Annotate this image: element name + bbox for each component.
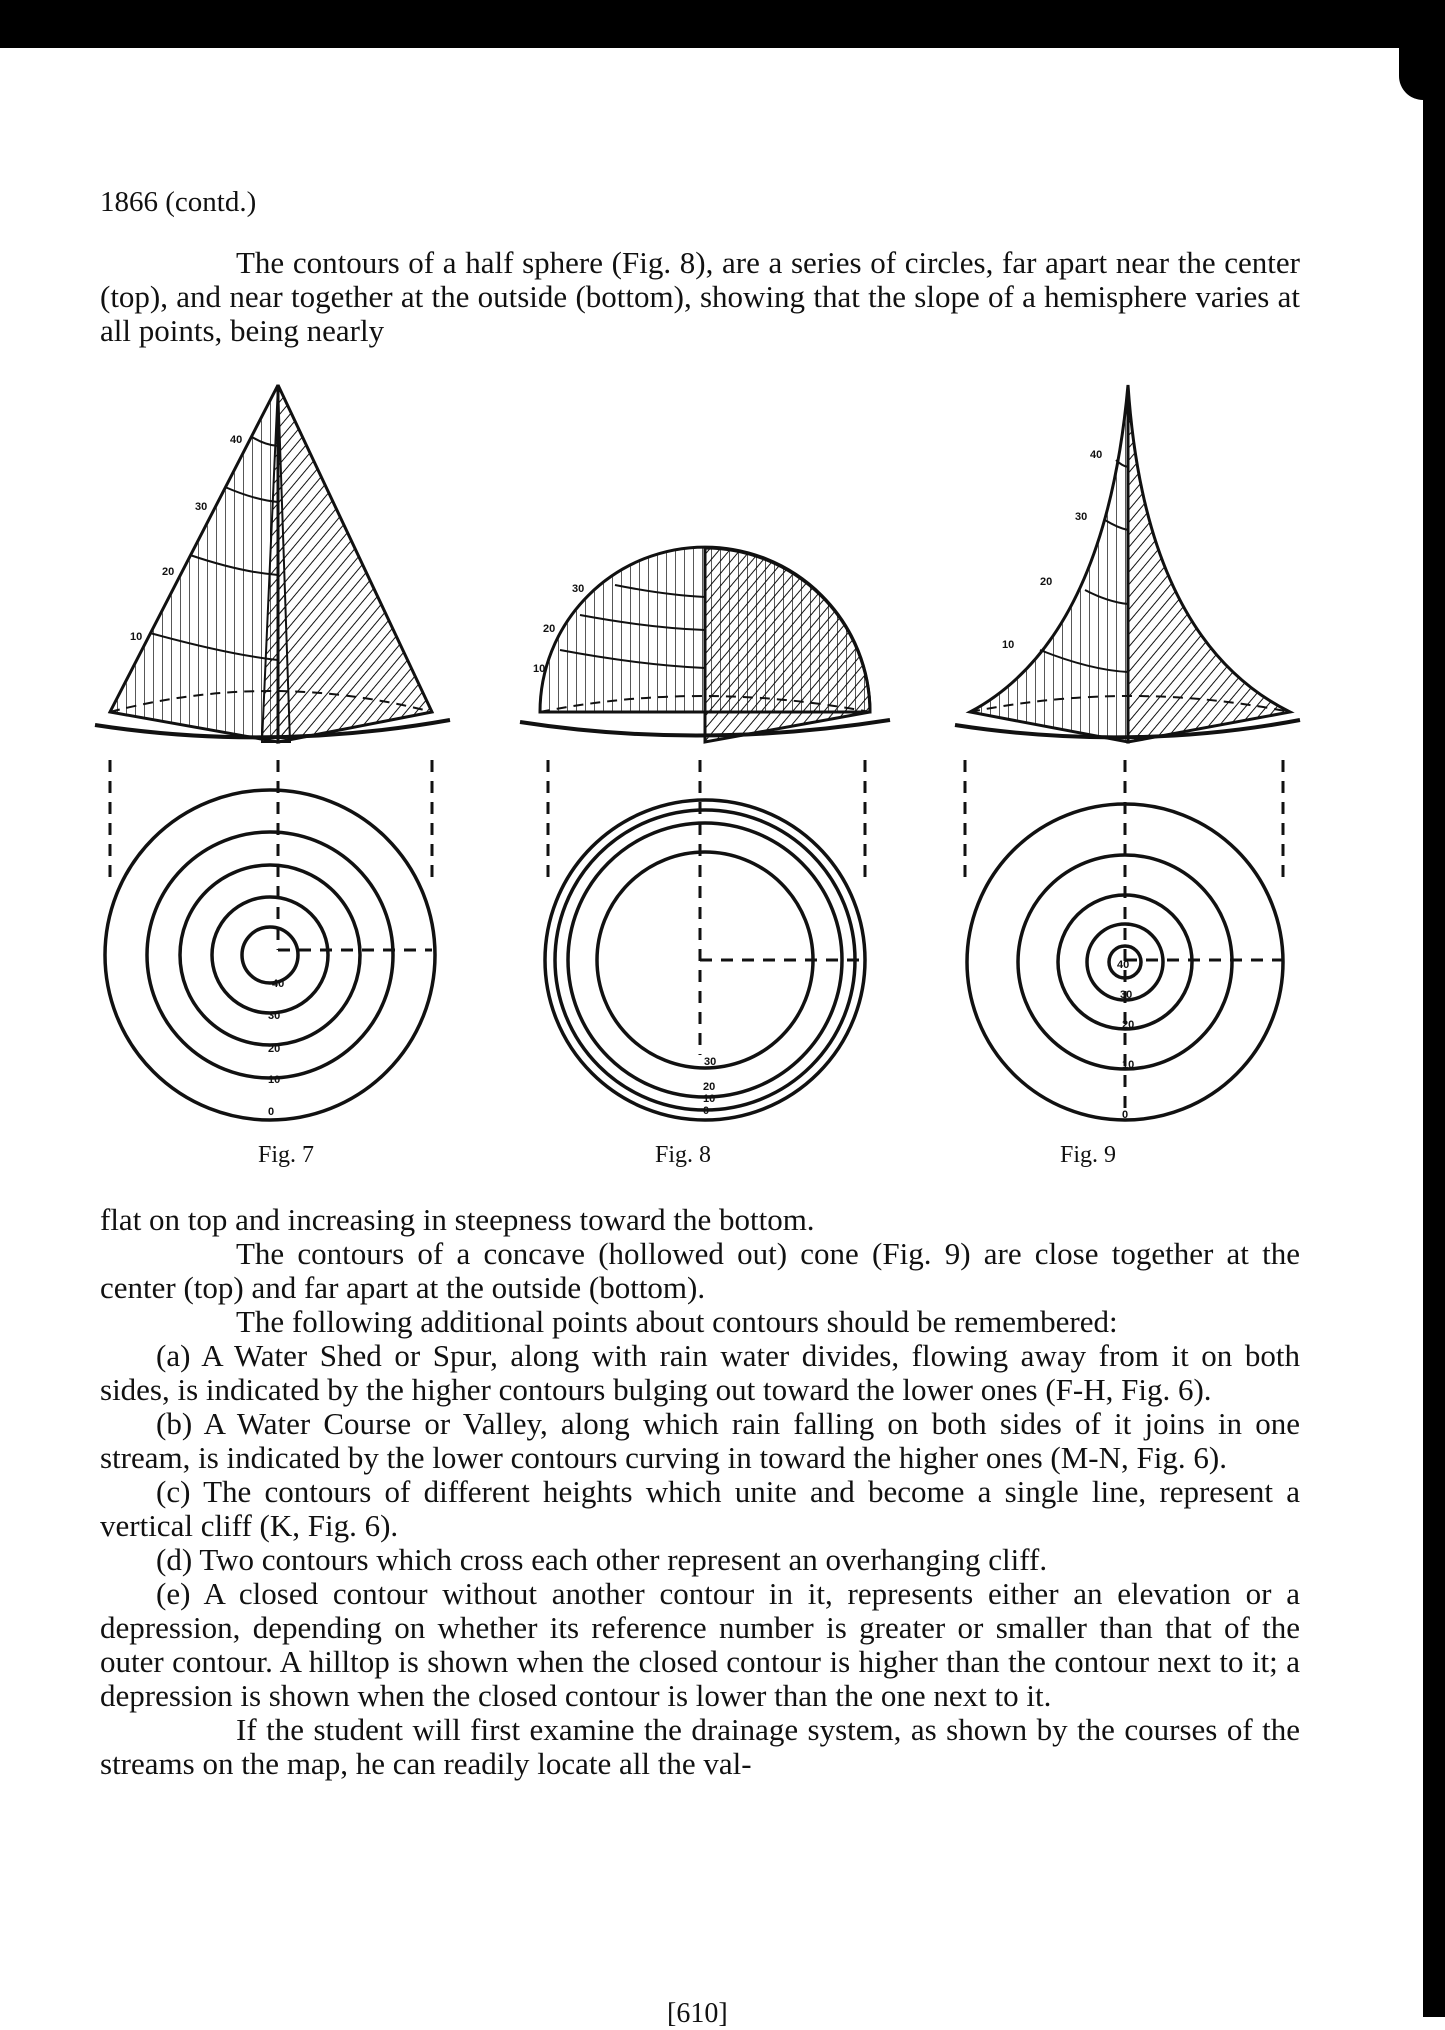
fig8-projection-lines bbox=[548, 760, 865, 1055]
fig9-side-label: 30 bbox=[1075, 511, 1088, 523]
fig9-concave-cone-side-view bbox=[955, 385, 1300, 742]
fig8-plan-label: 10 bbox=[703, 1093, 716, 1105]
fig8-hemisphere-side-view bbox=[520, 547, 890, 742]
paragraph-half-sphere: The contours of a half sphere (Fig. 8), are a series of circles, far apart near the center (top), and near together at the outside (bottom), showing that the slope of a hemisphere varies at all points, being nearly bbox=[100, 245, 1300, 348]
fig7-side-label: 40 bbox=[230, 434, 243, 446]
fig9-plan-label: 40 bbox=[1117, 959, 1130, 971]
section-label: 1866 (contd.) bbox=[100, 186, 257, 218]
fig7-plan-labels bbox=[268, 978, 284, 1118]
fig7-side-label: 20 bbox=[162, 566, 175, 578]
fig9-plan-label: 0 bbox=[1122, 1109, 1129, 1121]
fig9-side-label: 40 bbox=[1090, 449, 1103, 461]
body-text bbox=[100, 1203, 1300, 1781]
page-number: [610] bbox=[667, 1998, 728, 2029]
paragraph-student: If the student will first examine the drainage system, as shown by the courses of the streams on the map, he can readily locate all the val- bbox=[100, 1712, 1300, 1781]
fig7-side-label: 10 bbox=[130, 631, 143, 643]
fig9-caption: Fig. 9 bbox=[1060, 1142, 1117, 1168]
fig8-caption: Fig. 8 bbox=[655, 1142, 712, 1168]
list-item-c: (c) The contours of different heights which unite and become a single line, represent a vertical cliff (K, Fig. 6). bbox=[100, 1474, 1300, 1543]
fig8-side-label: 10 bbox=[533, 663, 546, 675]
list-item-e: (e) A closed contour without another contour in it, represents either an elevation or a depression, depending on whether its reference number is greater or smaller than that of the outer contour. A hilltop is shown when the closed contour is higher than the contour next to it; a depression is shown when the closed contour is lower than the one next to it. bbox=[100, 1576, 1300, 1713]
fig7-plan-label: 10 bbox=[268, 1074, 281, 1086]
fig9-plan-label: 30 bbox=[1120, 989, 1133, 1001]
fig7-caption: Fig. 7 bbox=[258, 1142, 315, 1168]
fig7-plan-label: 20 bbox=[268, 1043, 281, 1055]
fig7-side-label: 30 bbox=[195, 501, 208, 513]
list-item-b: (b) A Water Course or Valley, along which rain falling on both sides of it joins in one stream, is indicated by the lower contours curving in toward the higher ones (M-N, Fig. 6). bbox=[100, 1406, 1300, 1475]
fig8-plan-label: 0 bbox=[703, 1105, 710, 1117]
fig8-side-label: 20 bbox=[543, 623, 556, 635]
fig7-plan-label: 40 bbox=[272, 978, 285, 990]
list-item-a: (a) A Water Shed or Spur, along with rain water divides, flowing away from it on both sides, is indicated by the higher contours bulging out toward the lower ones (F-H, Fig. 6). bbox=[100, 1338, 1300, 1407]
fig9-side-label: 20 bbox=[1040, 576, 1053, 588]
fig7-plan-label: 0 bbox=[268, 1106, 275, 1118]
list-item-d: (d) Two contours which cross each other represent an overhanging cliff. bbox=[156, 1542, 1048, 1577]
paragraph-continuation: flat on top and increasing in steepness toward the bottom. bbox=[100, 1202, 815, 1237]
fig7-plan-label: 30 bbox=[268, 1010, 281, 1022]
fig9-plan-label: 20 bbox=[1122, 1019, 1135, 1031]
fig8-plan-labels bbox=[703, 1056, 716, 1117]
fig8-side-label: 30 bbox=[572, 583, 585, 595]
fig9-projection-lines bbox=[965, 760, 1283, 1110]
fig9-side-label: 10 bbox=[1002, 639, 1015, 651]
paragraph-concave-cone: The contours of a concave (hollowed out) cone (Fig. 9) are close together at the center (top) and far apart at the outside (bottom). bbox=[100, 1236, 1300, 1305]
fig7-contour-plan bbox=[105, 790, 435, 1120]
paragraph-following-points: The following additional points about contours should be remembered: bbox=[236, 1304, 1118, 1339]
fig7-cone-side-view bbox=[95, 385, 450, 742]
fig8-plan-label: 30 bbox=[704, 1056, 717, 1068]
fig8-plan-label: 20 bbox=[703, 1081, 716, 1093]
fig9-plan-label: 10 bbox=[1122, 1059, 1135, 1071]
